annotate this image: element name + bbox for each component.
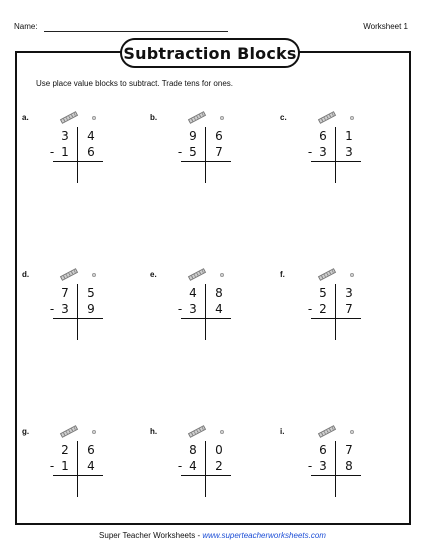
answer-line (53, 318, 103, 319)
name-label: Name: (14, 22, 38, 31)
minus-sign: - (49, 145, 55, 159)
top-ones-digit: 6 (215, 129, 223, 143)
minus-sign: - (49, 459, 55, 473)
problem-c (280, 113, 390, 203)
top-ones-digit: 7 (345, 443, 353, 457)
bottom-tens-digit: 5 (189, 145, 197, 159)
problem-b (150, 113, 260, 203)
minus-sign: - (307, 145, 313, 159)
answer-line (181, 318, 231, 319)
top-tens-digit: 9 (189, 129, 197, 143)
subtraction-grid (307, 127, 361, 183)
ten-rod-icon (60, 268, 78, 281)
place-value-divider (77, 127, 78, 183)
answer-line (53, 475, 103, 476)
ten-rod-icon (318, 425, 336, 438)
worksheet-number: Worksheet 1 (363, 22, 408, 31)
place-value-divider (205, 127, 206, 183)
unit-cube-icon (92, 430, 96, 434)
top-tens-digit: 8 (189, 443, 197, 457)
bottom-tens-digit: 1 (61, 459, 69, 473)
page-title-text: Subtraction Blocks (123, 43, 297, 63)
problem-letter: g. (22, 427, 30, 436)
bottom-tens-digit: 4 (189, 459, 197, 473)
problem-letter: d. (22, 270, 30, 279)
subtraction-grid (177, 441, 231, 497)
top-ones-digit: 3 (345, 286, 353, 300)
problem-a (22, 113, 132, 203)
footer (0, 531, 425, 540)
bottom-ones-digit: 4 (87, 459, 95, 473)
top-tens-digit: 6 (319, 443, 327, 457)
problem-letter: h. (150, 427, 158, 436)
problem-letter: i. (280, 427, 285, 436)
bottom-ones-digit: 8 (345, 459, 353, 473)
place-value-divider (205, 441, 206, 497)
problem-letter: e. (150, 270, 157, 279)
bottom-tens-digit: 2 (319, 302, 327, 316)
problem-letter: c. (280, 113, 287, 122)
bottom-tens-digit: 3 (189, 302, 197, 316)
top-ones-digit: 8 (215, 286, 223, 300)
answer-line (181, 475, 231, 476)
unit-cube-icon (220, 430, 224, 434)
place-value-divider (205, 284, 206, 340)
answer-line (311, 318, 361, 319)
bottom-tens-digit: 3 (319, 459, 327, 473)
bottom-ones-digit: 2 (215, 459, 223, 473)
unit-cube-icon (220, 273, 224, 277)
ten-rod-icon (188, 425, 206, 438)
ten-rod-icon (318, 268, 336, 281)
place-value-divider (335, 441, 336, 497)
minus-sign: - (177, 145, 183, 159)
bottom-ones-digit: 4 (215, 302, 223, 316)
minus-sign: - (307, 302, 313, 316)
problem-h (150, 427, 260, 517)
top-tens-digit: 2 (61, 443, 69, 457)
unit-cube-icon (350, 430, 354, 434)
minus-sign: - (307, 459, 313, 473)
problem-f (280, 270, 390, 360)
unit-cube-icon (350, 116, 354, 120)
place-value-divider (77, 284, 78, 340)
top-tens-digit: 5 (319, 286, 327, 300)
problem-letter: a. (22, 113, 29, 122)
bottom-ones-digit: 7 (215, 145, 223, 159)
unit-cube-icon (92, 116, 96, 120)
subtraction-grid (307, 284, 361, 340)
unit-cube-icon (350, 273, 354, 277)
subtraction-grid (49, 127, 103, 183)
bottom-ones-digit: 3 (345, 145, 353, 159)
instructions: Use place value blocks to subtract. Trade tens for ones. (36, 79, 233, 88)
subtraction-grid (49, 284, 103, 340)
answer-line (181, 161, 231, 162)
answer-line (311, 475, 361, 476)
top-tens-digit: 6 (319, 129, 327, 143)
subtraction-grid (307, 441, 361, 497)
problem-g (22, 427, 132, 517)
top-ones-digit: 5 (87, 286, 95, 300)
ten-rod-icon (318, 111, 336, 124)
bottom-tens-digit: 1 (61, 145, 69, 159)
minus-sign: - (177, 302, 183, 316)
top-tens-digit: 7 (61, 286, 69, 300)
minus-sign: - (49, 302, 55, 316)
bottom-tens-digit: 3 (319, 145, 327, 159)
answer-line (53, 161, 103, 162)
problem-i (280, 427, 390, 517)
bottom-ones-digit: 7 (345, 302, 353, 316)
subtraction-grid (49, 441, 103, 497)
top-ones-digit: 1 (345, 129, 353, 143)
minus-sign: - (177, 459, 183, 473)
top-ones-digit: 6 (87, 443, 95, 457)
bottom-ones-digit: 9 (87, 302, 95, 316)
bottom-ones-digit: 6 (87, 145, 95, 159)
answer-line (311, 161, 361, 162)
place-value-divider (335, 284, 336, 340)
problem-d (22, 270, 132, 360)
footer-brand: Super Teacher Worksheets - (99, 531, 203, 540)
footer-link[interactable]: www.superteacherworksheets.com (202, 531, 326, 540)
top-ones-digit: 0 (215, 443, 223, 457)
ten-rod-icon (60, 425, 78, 438)
problem-letter: b. (150, 113, 158, 122)
subtraction-grid (177, 127, 231, 183)
bottom-tens-digit: 3 (61, 302, 69, 316)
ten-rod-icon (188, 268, 206, 281)
place-value-divider (335, 127, 336, 183)
top-tens-digit: 4 (189, 286, 197, 300)
unit-cube-icon (220, 116, 224, 120)
top-ones-digit: 4 (87, 129, 95, 143)
top-tens-digit: 3 (61, 129, 69, 143)
ten-rod-icon (60, 111, 78, 124)
unit-cube-icon (92, 273, 96, 277)
place-value-divider (77, 441, 78, 497)
subtraction-grid (177, 284, 231, 340)
problem-e (150, 270, 260, 360)
ten-rod-icon (188, 111, 206, 124)
page-title (120, 38, 300, 68)
name-line[interactable] (44, 31, 228, 32)
problem-letter: f. (280, 270, 285, 279)
